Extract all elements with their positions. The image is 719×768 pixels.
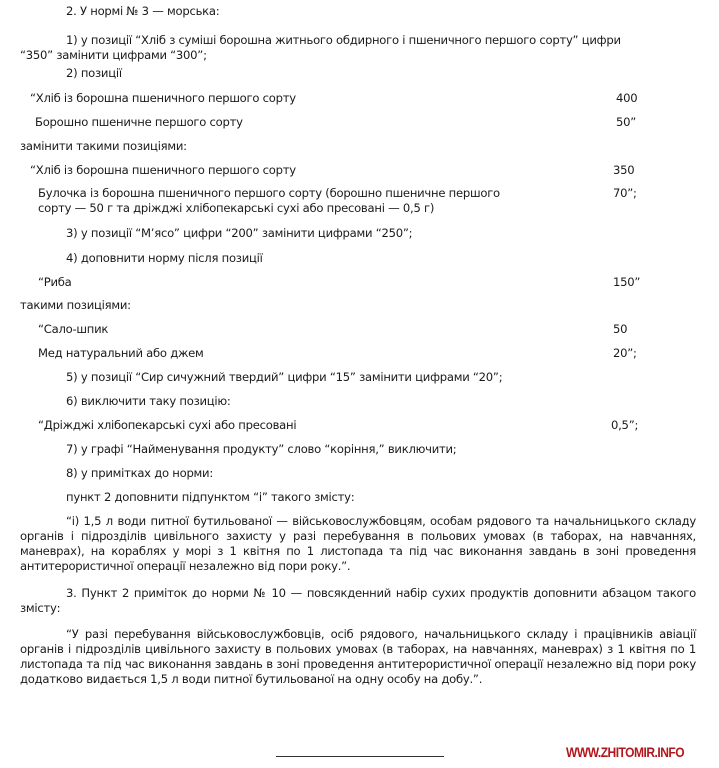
subpoint-i-paragraph	[20, 514, 696, 574]
with-positions-label: такими позиціями:	[20, 298, 131, 312]
old-position-name: Борошно пшеничне першого сорту	[35, 115, 243, 129]
new-position-value: 70”;	[613, 186, 637, 200]
added-position-name: “Сало-шпик	[38, 322, 109, 336]
item-3: 3) у позиції “М’ясо” цифри “200” замінити цифрами “250”;	[66, 226, 413, 240]
added-position-value: 50	[613, 322, 628, 336]
after-position-name: “Риба	[38, 275, 72, 289]
section-2-heading: 2. У нормі № 3 — морська:	[66, 4, 220, 18]
watermark: WWW.ZHITOMIR.INFO	[566, 744, 685, 760]
new-position-name	[38, 186, 500, 216]
item-1-line-1: 1) у позиції “Хліб з суміші борошна житнього обдирного і пшеничного першого сорту” цифри	[66, 33, 621, 47]
old-position-name: “Хліб із борошна пшеничного першого сорту	[30, 91, 296, 105]
item-5: 5) у позиції “Сир сичужний твердий” цифри “15” замінити цифрами “20”;	[66, 370, 503, 384]
section-3-paragraph-text: “У разі перебування військовослужбовців, осіб рядового, начальницького складу і працівників авіації органів і підрозділів цивільного захисту в польових умовах (в таборах, на навчаннях, маневрах) з 1 квітня по 1 листопада та під час виконання завдань в зоні проведення антитерористичної операції незалежно від пори року додатково видається 1,5 л води питної бутильованої на одну особу на добу.”.	[20, 627, 696, 686]
added-position-name: Мед натуральний або джем	[38, 346, 204, 360]
after-position-value: 150”	[613, 275, 641, 289]
excluded-position-value: 0,5”;	[611, 418, 639, 432]
item-2: 2) позиції	[66, 66, 122, 80]
item-8-subpoint-intro: пункт 2 доповнити підпунктом “і” такого змісту:	[66, 490, 355, 504]
item-4: 4) доповнити норму після позиції	[66, 251, 263, 265]
section-3-heading	[20, 586, 696, 616]
end-separator-line	[276, 756, 444, 757]
item-8: 8) у примітках до норми:	[66, 466, 213, 480]
new-position-name-line-1: Булочка із борошна пшеничного першого сорту (борошно пшеничне першого	[38, 186, 500, 200]
old-position-value: 50”	[616, 115, 637, 129]
new-position-value: 350	[613, 163, 635, 177]
section-3-paragraph	[20, 627, 696, 687]
added-position-value: 20”;	[613, 346, 637, 360]
item-1-line-2: “350” замінити цифрами “300”;	[20, 48, 207, 62]
new-position-name-line-2: сорту — 50 г та дріжджі хлібопекарські сухі або пресовані — 0,5 г)	[38, 201, 435, 215]
item-7: 7) у графі “Найменування продукту” слово “коріння,” виключити;	[66, 442, 457, 456]
item-6: 6) виключити таку позицію:	[66, 394, 231, 408]
new-position-name: “Хліб із борошна пшеничного першого сорту	[30, 163, 296, 177]
excluded-position-name: “Дріжджі хлібопекарські сухі або пресовані	[38, 418, 297, 432]
item-1	[20, 33, 696, 63]
old-position-value: 400	[616, 91, 638, 105]
replace-with-label: замінити такими позиціями:	[20, 139, 187, 153]
section-3-heading-text: 3. Пункт 2 приміток до норми № 10 — повсякденний набір сухих продуктів доповнити абзацом такого змісту:	[20, 586, 696, 615]
subpoint-i-text: “і) 1,5 л води питної бутильованої — військовослужбовцям, особам рядового та начальницького складу органів і підрозділів цивільного захисту у разі перебування в польових умовах (в таборах, на навчаннях, маневрах), на кораблях у морі з 1 квітня по 1 листопада та під час виконання завдань в зоні проведення антитерористичної операції незалежно від пори року.”.	[20, 514, 696, 573]
